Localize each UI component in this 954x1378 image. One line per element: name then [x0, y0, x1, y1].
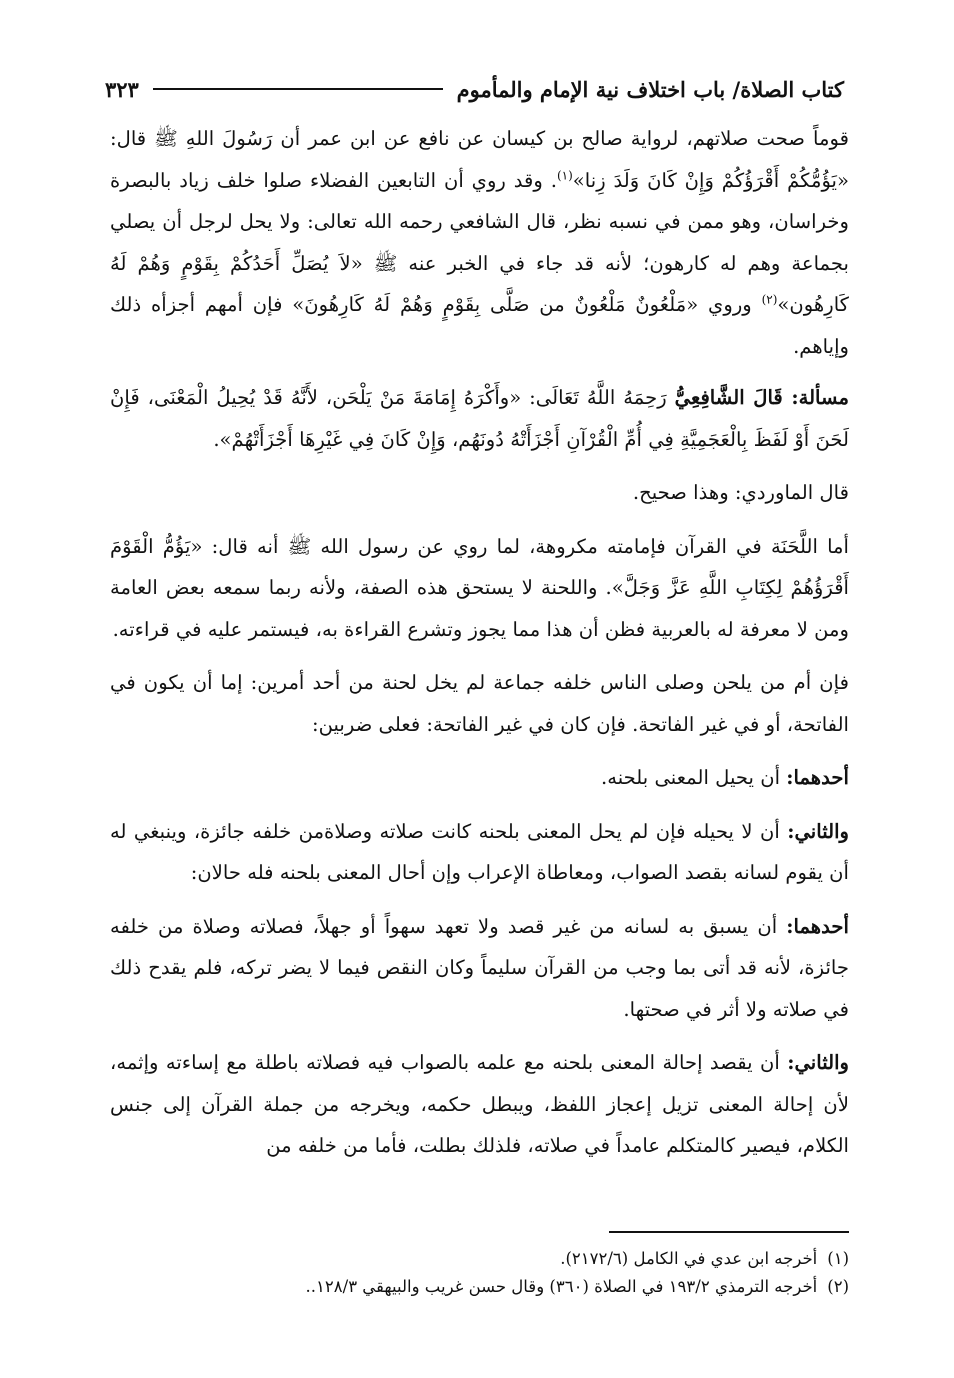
- second-case-label: والثاني:: [787, 819, 849, 843]
- paragraph-first-case: [110, 757, 849, 799]
- footnote-text: أخرجه ابن عدي في الكامل (٢١٧٢/٦).: [560, 1249, 818, 1268]
- footnote-number: (٢): [827, 1277, 849, 1296]
- first-case-text: أن يحيل المعنى بلحنه.: [601, 766, 787, 789]
- paragraph-1: [110, 118, 849, 367]
- paragraph-mawardi: قال الماوردي: وهذا صحيح.: [632, 481, 849, 504]
- page-number: ٣٢٣: [105, 76, 139, 102]
- footnote-item: [110, 1273, 849, 1301]
- header-rule: [153, 88, 443, 90]
- paragraph-masala: [110, 377, 849, 460]
- running-title: كتاب الصلاة/ باب اختلاف نية الإمام والمأموم: [456, 76, 844, 102]
- masala-text: رَحِمَهُ اللَّهُ تَعَالَى: «وأَكْرَهُ إِمَامَةَ مَنْ يَلْحَن، لأَنَّهُ قَدْ يُحِيلُ الْمَعْنَى، فَإِنْ لَحَنَ أَوْ لَفَظَ بِالْعَجَمِيَّةِ فِي أُمِّ الْقُرْآنِ أَجْزَأَتْهُ دُونَهُم، وَإِنْ كَانَ فِي غَيْرِهَا أَجْزَأَتْهُمْ».: [110, 386, 849, 451]
- first-case-label: أحدهما:: [786, 766, 849, 789]
- page-header: [105, 72, 844, 106]
- paragraph-1-part-c: وروي «مَلْعُونٌ مَلْعُونٌ من صَلَّى بِقَوْمٍ وَهُمْ لَهُ كَارِهُونَ» فإن أمهم أجزأه ذلك وإياهم.: [110, 293, 849, 358]
- second-state-label: والثاني:: [787, 1051, 849, 1074]
- footnotes: [110, 1245, 849, 1301]
- footnote-ref-1[interactable]: (١): [556, 167, 573, 182]
- main-text: [110, 118, 849, 1179]
- first-state-text: أن يسبق به لسانه من غير قصد ولا تعهد سهواً أو جهلاً، فصلاته وصلاة من خلفه جائزة، لأنه قد أتى بما وجب من القرآن سليماً وكان النقص فيما لا يضر تركه، فلم يقدح ذلك في صلاته ولا أثر في صحتها.: [110, 914, 849, 1021]
- first-state-label: أحدهما:: [786, 914, 849, 938]
- paragraph-second-state: [110, 1042, 849, 1167]
- second-case-text: أن لا يحيله فإن لم يحل المعنى بلحنه كانت صلاته وصلاةمن خلفه جائزة، وينبغي له أن يقوم لسانه بقصد الصواب، ومعاطاة الإعراب وإن أحال المعنى بلحنه فله حالان:: [110, 819, 849, 884]
- paragraph-second-case: [110, 811, 849, 894]
- paragraph-1-part-a: قوماً صحت صلاتهم، لرواية صالح بن كيسان عن نافع عن ابن عمر أن رَسُولَ اللهِ ﷺ قال: «يَؤُمُّكُمْ أَقْرَؤُكُمْ وَإِنْ كَانَ وَلَدَ زِنا»: [110, 127, 850, 192]
- footnote-item: [110, 1245, 849, 1273]
- paragraph-two-cases: فإن أم من يلحن وصلى الناس خلفه جماعة لم يخل لحنة من أحد أمرين: إما أن يكون في الفاتحة، أو في غير الفاتحة. فإن كان في غير الفاتحة: فعلى ضربين:: [110, 671, 849, 736]
- second-state-text: أن يقصد إحالة المعنى بلحنه مع علمه بالصواب فيه فصلاته باطلة مع إساءته وإثمه، لأن إحالة المعنى تزيل إعجاز اللفظ، ويبطل حكمه، ويخرجه من جملة القرآن إلى جنس الكلام، فيصير كالمتكلم عامداً في صلاته، فلذلك بطلت، فأما من خلفه من: [110, 1051, 849, 1157]
- footnote-ref-2[interactable]: (٢): [761, 292, 778, 307]
- paragraph-1-part-b: . وقد روي أن التابعين الفضلاء صلوا خلف زياد بالبصرة وخراسان، وهو ممن في نسبه نظر، قال الشافعي رحمه الله تعالى: ولا يحل لرجل أن يصلي بجماعة وهم له كارهون؛ لأنه قد جاء في الخبر عنه ﷺ «لاَ يُصَلِّ أَحَدُكُمْ بِقَوْمٍ وَهُمْ لَهُ كَارِهُون»: [110, 168, 849, 316]
- paragraph-first-state: [110, 906, 849, 1031]
- footnote-text: أخرجه الترمذي ١٩٣/٢ في الصلاة (٣٦٠) وقال حسن غريب والبيهقي ١٢٨/٣..: [305, 1277, 818, 1296]
- footnote-separator: [609, 1231, 849, 1233]
- footnote-number: (١): [827, 1249, 849, 1268]
- masala-label: مسألة: قَالَ الشَّافِعِيُّ: [674, 386, 849, 409]
- paragraph-lahna: أما اللَّحَنَة في القرآن فإمامته مكروهة، لما روي عن رسول الله ﷺ أنه قال: «يَؤُمُّ الْقَوْمَ أَقْرَؤُهُمْ لِكِتَابِ اللَّهِ عَزَّ وَجَلَّ». واللحنة لا يستحق هذه الصفة، ولأنه ربما سمعه بعض العامة ومن لا معرفة له بالعربية فظن أن هذا مما يجوز وتشرع القراءة به، فيستمر عليه في قراءته.: [110, 534, 849, 641]
